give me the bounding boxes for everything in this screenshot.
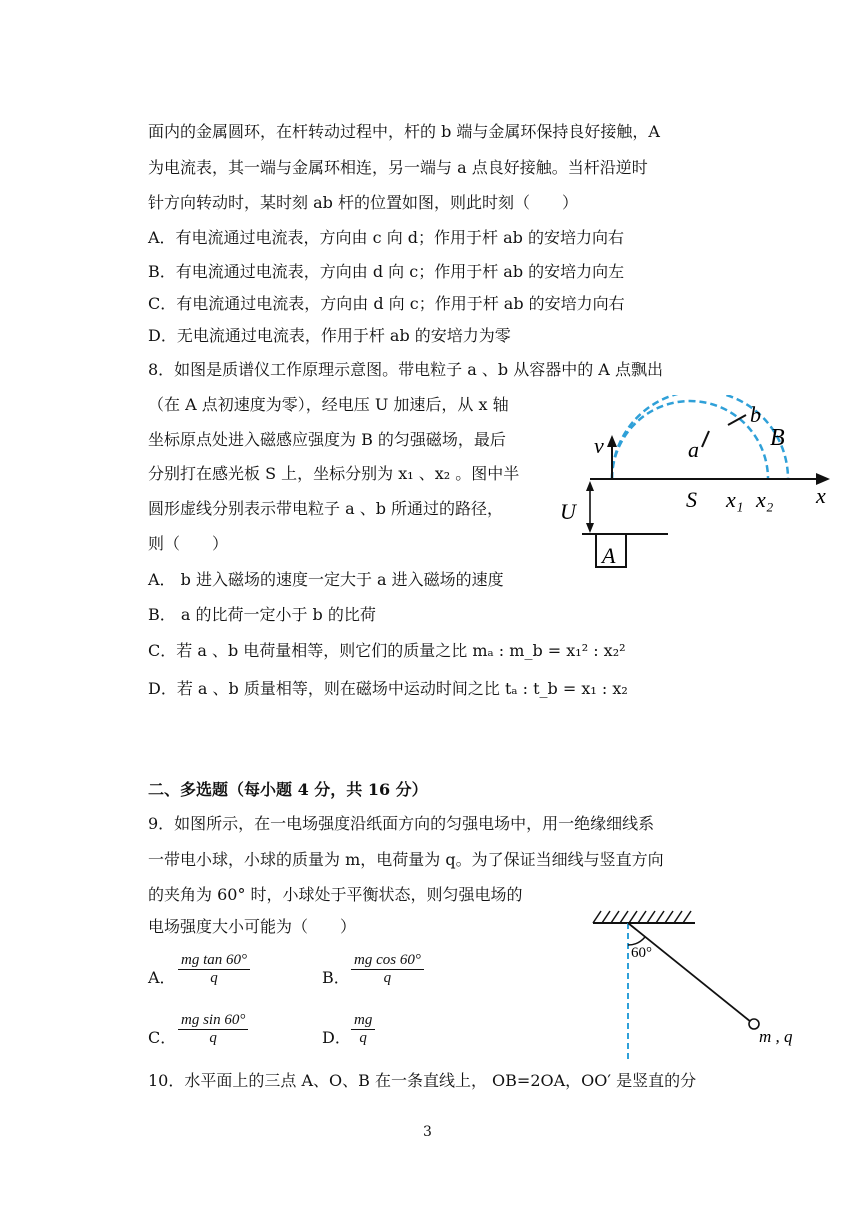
- q9-stem-line-4: 电场强度大小可能为（ ）: [148, 917, 357, 936]
- q9-option-a-denominator: q: [210, 970, 218, 986]
- label-B: B: [770, 425, 785, 451]
- label-b: b: [750, 402, 761, 427]
- label-U: U: [560, 499, 576, 524]
- label-x1: x₁: [726, 487, 744, 512]
- label-a: a: [688, 437, 699, 462]
- q9-option-d-denominator: q: [359, 1030, 367, 1046]
- q9-option-d-fraction: [351, 1012, 375, 1047]
- q8-stem-line-2: （在 A 点初速度为零），经电压 U 加速后，从 x 轴: [148, 395, 509, 414]
- path-b-arc: [612, 395, 788, 479]
- q8-stem-line-1: 8．如图是质谱仪工作原理示意图。带电粒子 a 、b 从容器中的 A 点飘出: [148, 360, 663, 379]
- label-x-axis: x: [816, 483, 826, 508]
- pendulum-figure: [585, 905, 805, 1065]
- q9-option-d-numerator: mg: [351, 1012, 375, 1030]
- label-v: v: [594, 433, 604, 458]
- q10-stem-line-1: 10．水平面上的三点 A、O、B 在一条直线上， OB=2OA，OO′ 是竖直的分: [148, 1071, 697, 1090]
- q9-option-c-numerator: mg sin 60°: [178, 1012, 248, 1030]
- page-number: 3: [423, 1124, 432, 1140]
- q9-option-c-denominator: q: [209, 1030, 217, 1046]
- q8-stem-line-4: 分别打在感光板 S 上，坐标分别为 x₁ 、x₂ 。图中半: [148, 464, 520, 483]
- q8-option-c: C．若 a 、b 电荷量相等，则它们的质量之比 mₐ : m_b = x₁² : x₂²: [148, 641, 626, 660]
- q8-stem-line-6: 则（ ）: [148, 534, 229, 553]
- q8-option-d: D．若 a 、b 质量相等，则在磁场中运动时间之比 tₐ : t_b = x₁ : x₂: [148, 679, 628, 698]
- q8-option-b: B． a 的比荷一定小于 b 的比荷: [148, 605, 376, 624]
- label-angle: 60°: [631, 945, 652, 961]
- q9-option-b-label: B．: [322, 968, 350, 987]
- q7-option-c: C．有电流通过电流表，方向由 d 向 c；作用于杆 ab 的安培力向右: [148, 294, 625, 313]
- q7-stem-line-2: 为电流表，其一端与金属环相连，另一端与 a 点良好接触。当杆沿逆时: [148, 158, 648, 177]
- q9-stem-line-3: 的夹角为 60° 时，小球处于平衡状态，则匀强电场的: [148, 885, 523, 904]
- q7-option-b: B．有电流通过电流表，方向由 d 向 c；作用于杆 ab 的安培力向左: [148, 262, 625, 281]
- q7-option-d: D．无电流通过电流表，作用于杆 ab 的安培力为零: [148, 326, 511, 345]
- q8-option-a: A． b 进入磁场的速度一定大于 a 进入磁场的速度: [148, 570, 504, 589]
- label-S: S: [686, 487, 697, 512]
- q9-option-b-fraction: [351, 952, 424, 987]
- q9-option-d-label: D．: [322, 1028, 351, 1047]
- q7-stem-line-1: 面内的金属圆环，在杆转动过程中，杆的 b 端与金属环保持良好接触，A: [148, 122, 660, 141]
- mass-spectrometer-figure: [560, 395, 850, 575]
- q9-option-a-fraction: [178, 952, 250, 987]
- q9-option-a-label: A．: [148, 968, 176, 987]
- section-2-heading: 二、多选题（每小题 4 分，共 16 分）: [148, 780, 428, 799]
- q9-option-a-numerator: mg tan 60°: [178, 952, 250, 970]
- q9-option-c-label: C．: [148, 1028, 177, 1047]
- q9-option-b-denominator: q: [383, 970, 392, 986]
- label-A-container: A: [602, 543, 616, 568]
- q9-stem-line-2: 一带电小球，小球的质量为 m，电荷量为 q。为了保证当细线与竖直方向: [148, 850, 664, 869]
- q8-stem-line-3: 坐标原点处进入磁感应强度为 B 的匀强磁场，最后: [148, 430, 506, 449]
- q7-stem-line-3: 针方向转动时，某时刻 ab 杆的位置如图，则此时刻（ ）: [148, 193, 578, 212]
- label-mass-charge: m , q: [759, 1027, 793, 1046]
- q7-option-a: A．有电流通过电流表，方向由 c 向 d；作用于杆 ab 的安培力向右: [148, 228, 624, 247]
- label-x2: x₂: [756, 487, 774, 512]
- q9-option-c-fraction: [178, 1012, 248, 1047]
- q9-stem-line-1: 9．如图所示，在一电场强度沿纸面方向的匀强电场中，用一绝缘细线系: [148, 814, 655, 833]
- q8-stem-line-5: 圆形虚线分别表示带电粒子 a 、b 所通过的路径，: [148, 499, 504, 518]
- q9-option-b-numerator: mg cos 60°: [351, 952, 424, 970]
